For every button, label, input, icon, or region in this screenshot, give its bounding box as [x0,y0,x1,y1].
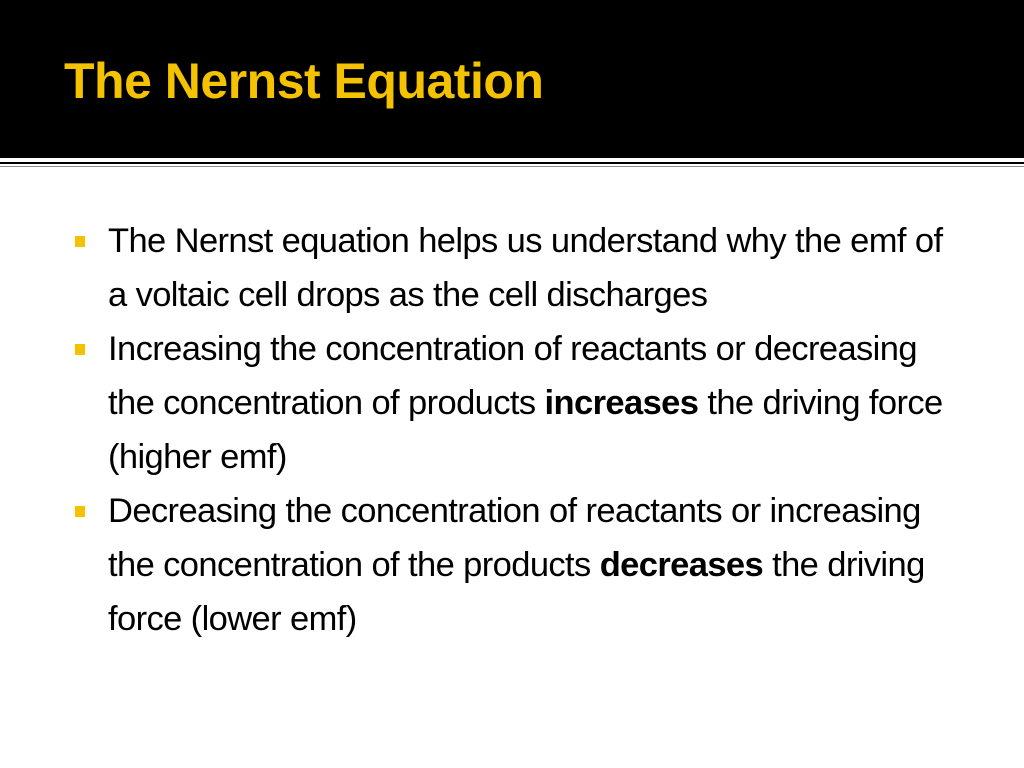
bullet-text: Increasing the concentration of reactants or decreasing the concentration of products [108,330,917,422]
square-bullet-icon [75,506,85,517]
title-bar [0,0,1024,158]
bullet-emphasis: increases [544,384,699,422]
square-bullet-icon [75,344,85,355]
header-divider-thick [0,162,1024,164]
header-divider-thin [0,166,1024,167]
square-bullet-icon [75,236,85,247]
bullet-text-end: the driving force (higher emf) [108,384,943,476]
bullet-item-higher-emf [72,322,962,484]
bullet-text-end: the driving force (lower emf) [108,546,925,638]
bullet-emphasis: decreases [599,546,764,584]
slide-title: The Nernst Equation [64,53,544,109]
bullet-item-emf-drop [72,214,962,322]
bullet-item-lower-emf [72,484,962,646]
bullet-list [72,214,962,646]
bullet-text: Decreasing the concentration of reactants or increasing the concentration of the products [108,492,921,584]
bullet-text: The Nernst equation helps us understand why the emf of a voltaic cell drops as the cell discharges [108,222,943,314]
